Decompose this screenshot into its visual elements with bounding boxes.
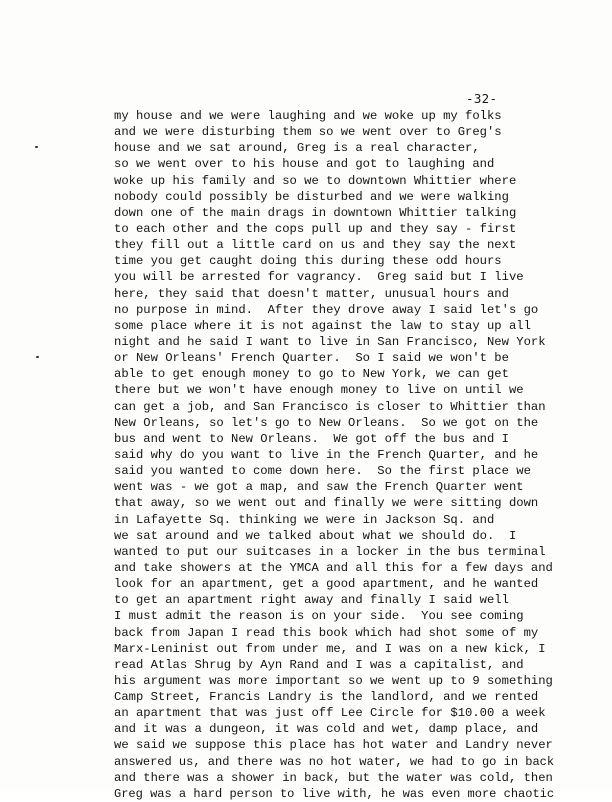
text-line: Greg was a hard person to live with, he was even more chaotic	[114, 786, 555, 801]
text-line: said why do you want to live in the French Quarter, and he	[114, 447, 539, 462]
text-line: an apartment that was just off Lee Circle for $10.00 a week	[114, 706, 546, 721]
text-line: they fill out a little card on us and they say the next	[114, 238, 517, 253]
text-line: in Lafayette Sq. thinking we were in Jackson Sq. and	[114, 512, 495, 527]
text-line: time you get caught doing this during these odd hours	[114, 254, 502, 269]
text-line: New Orleans, so let's go to New Orleans. So we got on the	[114, 415, 539, 430]
text-line: went was - we got a map, and saw the French Quarter went	[114, 480, 524, 495]
body-text	[114, 108, 554, 802]
text-line: to get an apartment right away and finally I said well	[114, 593, 509, 608]
text-line: down one of the main drags in downtown Whittier talking	[114, 205, 517, 220]
text-line: no purpose in mind. After they drove away I said let's go	[114, 302, 539, 317]
text-line: Camp Street, Francis Landry is the landlord, and we rented	[114, 690, 539, 705]
text-line: bus and went to New Orleans. We got off the bus and I	[114, 431, 509, 446]
text-line: I must admit the reason is on your side. You see coming	[114, 609, 524, 624]
text-line: my house and we were laughing and we woke up my folks	[114, 109, 502, 123]
text-line: so we went over to his house and got to laughing and	[114, 157, 495, 172]
text-line: here, they said that doesn't matter, unusual hours and	[114, 286, 509, 301]
text-line: wanted to put our suitcases in a locker in the bus terminal	[114, 544, 546, 559]
text-line: or New Orleans' French Quarter. So I said we won't be	[114, 351, 509, 366]
text-line: can get a job, and San Francisco is closer to Whittier than	[114, 399, 546, 414]
margin-mark	[35, 146, 38, 148]
text-line: look for an apartment, get a good apartment, and he wanted	[114, 577, 539, 592]
text-line: and there was a shower in back, but the water was cold, then	[114, 770, 553, 785]
text-line: you will be arrested for vagrancy. Greg said but I live	[114, 270, 524, 285]
text-line: night and he said I want to live in San Francisco, New York	[114, 334, 546, 349]
text-line: to each other and the cops pull up and they say - first	[114, 221, 517, 236]
text-line: said you wanted to come down here. So the first place we	[114, 464, 531, 479]
text-line: answered us, and there was no hot water, we had to go in back	[114, 754, 555, 769]
text-line: there but we won't have enough money to live on until we	[114, 383, 524, 398]
text-line: nobody could possibly be disturbed and we were walking	[114, 189, 509, 204]
text-line: and take showers at the YMCA and all this for a few days and	[114, 560, 553, 575]
text-line: his argument was more important so we went up to 9 something	[114, 673, 553, 688]
text-line: house and we sat around, Greg is a real character,	[114, 141, 480, 156]
text-line: we sat around and we talked about what we should do. I	[114, 528, 517, 543]
margin-mark	[36, 356, 39, 358]
text-line: and we were disturbing them so we went over to Greg's	[114, 125, 502, 140]
text-line: back from Japan I read this book which had shot some of my	[114, 625, 539, 640]
text-line: able to get enough money to go to New York, we can get	[114, 367, 509, 382]
text-line: Marx-Leninist out from under me, and I was on a new kick, I	[114, 641, 546, 656]
text-line: we said we suppose this place has hot water and Landry never	[114, 738, 553, 753]
text-line: that away, so we went out and finally we were sitting down	[114, 496, 539, 511]
text-line: read Atlas Shrug by Ayn Rand and I was a capitalist, and	[114, 657, 524, 672]
page-number: -32-	[466, 91, 498, 106]
text-line: woke up his family and so we to downtown Whittier where	[114, 173, 517, 188]
text-line: and it was a dungeon, it was cold and wet, damp place, and	[114, 722, 539, 737]
text-line: some place where it is not against the law to stay up all	[114, 318, 531, 333]
